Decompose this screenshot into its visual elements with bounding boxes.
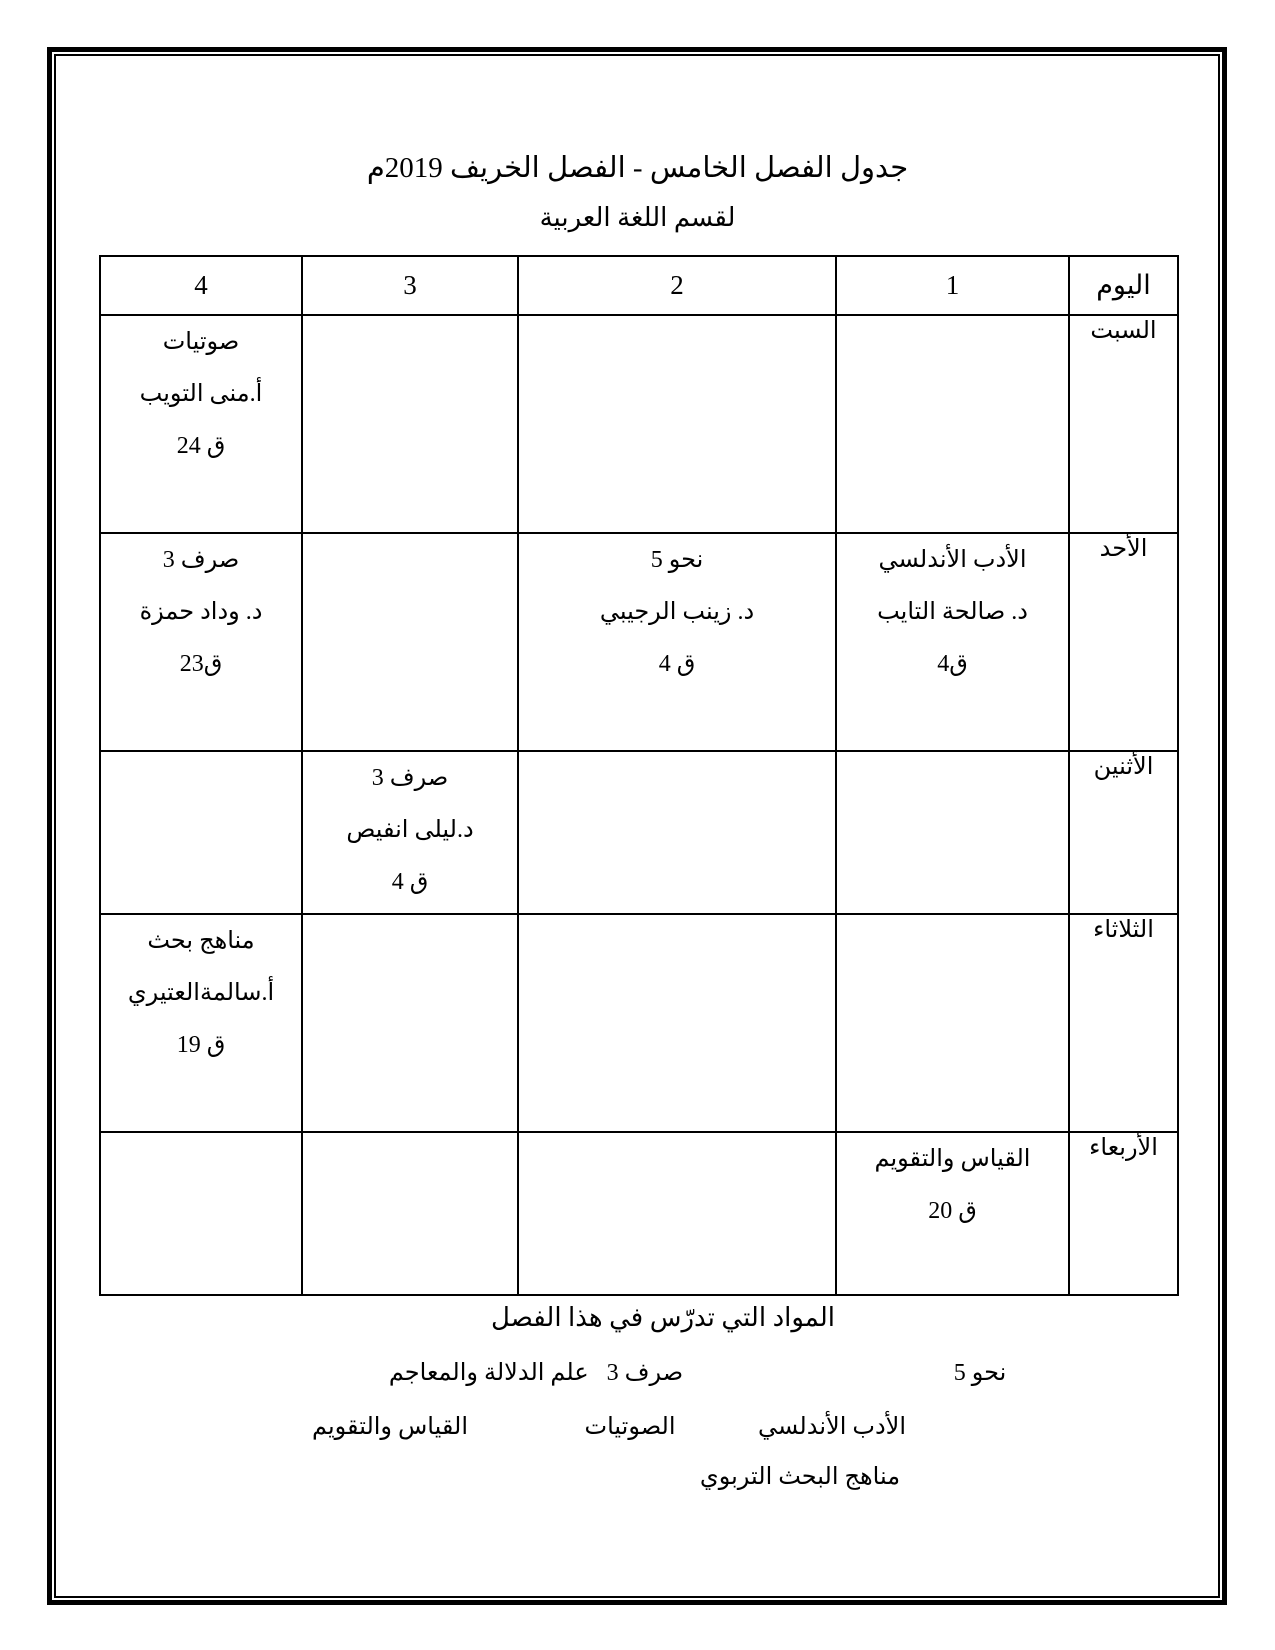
day-cell-saturday: السبت	[1069, 315, 1178, 533]
room-line: ق4	[937, 651, 968, 677]
room-line: ق 4	[391, 869, 429, 895]
instructor-line: أ.منى التويب	[139, 381, 263, 407]
period-header-cell-2: 2	[518, 256, 836, 315]
subject-item: علم الدلالة والمعاجم	[388, 1360, 589, 1386]
empty-cell	[518, 751, 836, 914]
empty-cell	[518, 315, 836, 533]
footer-heading: المواد التي تدرّس في هذا الفصل	[491, 1303, 835, 1332]
row-wednesday	[100, 1132, 1178, 1295]
day-header-cell: اليوم	[1069, 256, 1178, 315]
period-header-cell-4: 4	[100, 256, 302, 315]
schedule-table	[99, 255, 1179, 1296]
instructor-line: د.ليلى انفيص	[346, 817, 474, 843]
empty-cell	[302, 533, 518, 751]
course-name-line: صوتيات	[162, 329, 240, 355]
room-line: ق 20	[928, 1198, 977, 1224]
row-monday	[100, 751, 1178, 914]
empty-cell	[100, 751, 302, 914]
row-sunday	[100, 533, 1178, 751]
room-line: ق 24	[176, 433, 226, 459]
room-line: ق23	[179, 651, 223, 677]
room-line: ق 4	[658, 651, 696, 677]
empty-cell	[518, 1132, 836, 1295]
empty-cell	[302, 315, 518, 533]
day-cell-sunday: الأحد	[1069, 533, 1178, 751]
day-cell-tuesday: الثلاثاء	[1069, 914, 1178, 1132]
subject-group	[389, 1347, 683, 1399]
course-name-line: مناهج بحث	[147, 928, 255, 954]
day-cell-monday: الأثنين	[1069, 751, 1178, 914]
instructor-line: د. صالحة التايب	[877, 599, 1028, 625]
schedule-cell	[100, 315, 302, 533]
empty-cell	[302, 914, 518, 1132]
schedule-cell	[836, 1132, 1069, 1295]
room-line: ق 19	[176, 1032, 226, 1058]
empty-cell	[836, 315, 1069, 533]
period-header-cell-1: 1	[836, 256, 1069, 315]
schedule-cell	[100, 533, 302, 751]
course-name-line: القياس والتقويم	[874, 1146, 1031, 1172]
subject-item: الأدب الأندلسي	[758, 1414, 906, 1440]
instructor-line: د. زينب الرجيبي	[599, 599, 755, 625]
empty-cell	[836, 914, 1069, 1132]
document-subtitle: لقسم اللغة العربية	[539, 203, 736, 232]
header-row	[100, 256, 1178, 315]
instructor-line: د. وداد حمزة	[139, 599, 263, 625]
subject-item: الصوتيات	[584, 1414, 676, 1440]
empty-cell	[836, 751, 1069, 914]
schedule-cell	[518, 533, 836, 751]
course-name-line: صرف 3	[371, 765, 449, 791]
row-saturday	[100, 315, 1178, 533]
schedule-cell	[100, 914, 302, 1132]
period-header-cell-3: 3	[302, 256, 518, 315]
course-name-line: نحو 5	[650, 547, 704, 573]
subject-item: مناهج البحث التربوي	[699, 1464, 901, 1490]
course-name-line: الأدب الأندلسي	[878, 547, 1027, 573]
document-title: جدول الفصل الخامس - الفصل الخريف 2019م	[366, 152, 909, 184]
instructor-line: أ.سالمةالعتيري	[127, 980, 275, 1006]
schedule-cell	[836, 533, 1069, 751]
empty-cell	[302, 1132, 518, 1295]
row-tuesday	[100, 914, 1178, 1132]
subject-item: نحو 5	[953, 1360, 1007, 1386]
day-cell-wednesday: الأربعاء	[1069, 1132, 1178, 1295]
subject-item: القياس والتقويم	[312, 1414, 468, 1440]
empty-cell	[518, 914, 836, 1132]
course-name-line: صرف 3	[162, 547, 240, 573]
subject-item: صرف 3	[606, 1360, 684, 1386]
schedule-cell	[302, 751, 518, 914]
empty-cell	[100, 1132, 302, 1295]
